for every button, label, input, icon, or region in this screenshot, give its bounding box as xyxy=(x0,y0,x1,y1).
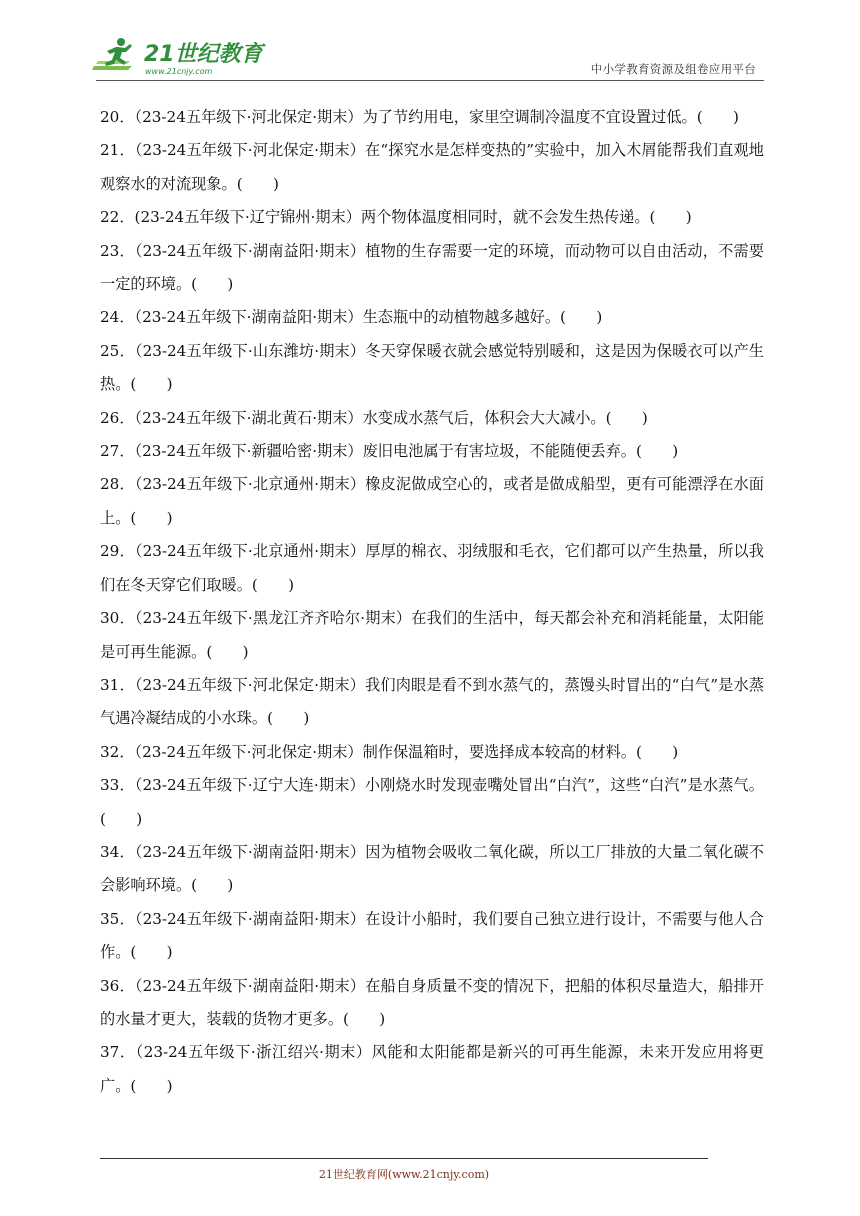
site-logo[interactable] xyxy=(92,36,272,78)
logo-url: www.21cnjy.com xyxy=(145,67,213,76)
question-item: 24．（23-24五年级下·湖南益阳·期末）生态瓶中的动植物越多越好。( ) xyxy=(100,308,603,327)
question-item: 35．（23-24五年级下·湖南益阳·期末）在设计小船时，我们要自己独立进行设计，不需要与他人合作。( ) xyxy=(100,909,764,962)
question-item: 26．（23-24五年级下·湖北黄石·期末）水变成水蒸气后，体积会大大减小。( ) xyxy=(100,408,648,427)
question-item: 34．（23-24五年级下·湖南益阳·期末）因为植物会吸收二氧化碳，所以工厂排放的大量二氧化碳不会影响环境。( ) xyxy=(100,842,764,895)
page-header xyxy=(0,0,860,84)
question-item: 21．（23-24五年级下·河北保定·期末）在“探究水是怎样变热的”实验中，加入木屑能帮我们直观地观察水的对流现象。( ) xyxy=(100,141,764,193)
platform-name: 中小学教育资源及组卷应用平台 xyxy=(590,62,756,76)
header-divider xyxy=(96,80,764,81)
question-item: 25．（23-24五年级下·山东潍坊·期末）冬天穿保暖衣就会感觉特别暖和，这是因为保暖衣可以产生热。( ) xyxy=(100,341,764,394)
question-item: 23．（23-24五年级下·湖南益阳·期末）植物的生存需要一定的环境，而动物可以自由活动，不需要一定的环境。( ) xyxy=(100,241,764,294)
question-list xyxy=(100,101,764,1103)
question-item: 37．（23-24五年级下·浙江绍兴·期末）风能和太阳能都是新兴的可再生能源，未来开发应用将更广。( ) xyxy=(100,1043,764,1095)
logo-wordmark: 21世纪教育 xyxy=(144,42,263,67)
question-item: 36．（23-24五年级下·湖南益阳·期末）在船自身质量不变的情况下，把船的体积尽量造大，船排开的水量才更大，装载的货物才更多。( ) xyxy=(100,976,764,1028)
footer-link[interactable]: 21世纪教育网(www.21cnjy.com) xyxy=(318,1168,490,1181)
question-item: 27．（23-24五年级下·新疆哈密·期末）废旧电池属于有害垃圾，不能随便丢弃。( ) xyxy=(100,442,679,461)
question-item: 30．（23-24五年级下·黑龙江齐齐哈尔·期末）在我们的生活中，每天都会补充和消耗能量，太阳能是可再生能源。( ) xyxy=(100,609,764,661)
question-item: 33．（23-24五年级下·辽宁大连·期末）小刚烧水时发现壶嘴处冒出“白汽”，这些“白汽”是水蒸气。 ( ) xyxy=(100,776,764,828)
footer-divider xyxy=(100,1158,708,1159)
question-item: 29．（23-24五年级下·北京通州·期末）厚厚的棉衣、羽绒服和毛衣，它们都可以产生热量，所以我们在冬天穿它们取暖。( ) xyxy=(100,542,764,594)
question-item: 20．（23-24五年级下·河北保定·期末）为了节约用电，家里空调制冷温度不宜设置过低。( ) xyxy=(100,108,739,126)
question-item: 32．（23-24五年级下·河北保定·期末）制作保温箱时，要选择成本较高的材料。( ) xyxy=(100,742,679,761)
question-item: 28．（23-24五年级下·北京通州·期末）橡皮泥做成空心的，或者是做成船型，更有可能漂浮在水面上。( ) xyxy=(100,475,764,527)
runner-logo-icon xyxy=(92,36,272,78)
question-item: 31．（23-24五年级下·河北保定·期末）我们肉眼是看不到水蒸气的，蒸馒头时冒出的“白气”是水蒸气遇冷凝结成的小水珠。( ) xyxy=(100,675,764,728)
question-item: 22．(23-24五年级下·辽宁锦州·期末）两个物体温度相同时，就不会发生热传递。( ) xyxy=(100,208,692,227)
